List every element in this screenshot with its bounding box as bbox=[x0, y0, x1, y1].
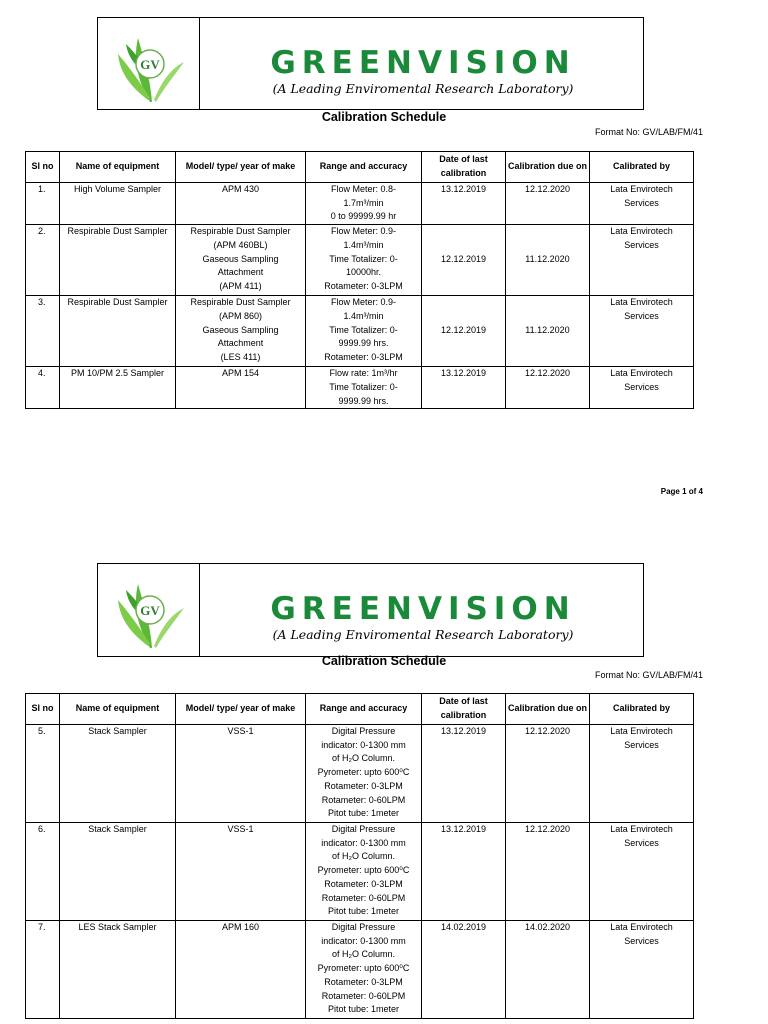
equipment-cell: Respirable Dust Sampler bbox=[60, 225, 176, 296]
range-line: Digital Pressure bbox=[331, 922, 396, 932]
model-cell bbox=[176, 183, 306, 225]
model-line: APM 430 bbox=[221, 184, 260, 194]
letterhead bbox=[97, 563, 644, 657]
column-header: Model/ type/ year of make bbox=[176, 152, 306, 183]
brand-name: GREENVISION bbox=[270, 591, 576, 626]
model-cell bbox=[176, 823, 306, 921]
range-line: indicator: 0-1300 mm bbox=[321, 739, 406, 750]
model-line: APM 154 bbox=[221, 368, 260, 379]
range-line: Rotameter: 0-3LPM bbox=[324, 976, 403, 987]
model-cell bbox=[176, 921, 306, 1019]
page-title: Calibration Schedule bbox=[321, 110, 447, 124]
column-header: Sl no bbox=[26, 694, 60, 725]
range-line: Rotameter: 0-3LPM bbox=[324, 280, 403, 291]
model-line: (APM 460BL) bbox=[213, 239, 268, 250]
sl-no-cell: 1. bbox=[26, 183, 60, 225]
due-date-cell: 12.12.2020 bbox=[506, 725, 590, 823]
equipment-cell: Respirable Dust Sampler bbox=[60, 296, 176, 367]
last-calibration-cell: 12.12.2019 bbox=[422, 296, 506, 367]
range-line: Pyrometer: upto 600⁰C bbox=[317, 865, 410, 876]
range-line: 1.4m³/min bbox=[343, 239, 384, 250]
range-line: Time Totalizer: 0- bbox=[329, 381, 398, 392]
range-cell bbox=[306, 823, 422, 921]
range-cell bbox=[306, 225, 422, 296]
calibrated-by-cell: Lata Envirotech Services bbox=[590, 367, 694, 409]
range-line: of H₂O Column. bbox=[331, 949, 395, 960]
table-row bbox=[26, 725, 694, 823]
brand-tagline: (A Leading Enviromental Research Laboratory) bbox=[272, 81, 574, 96]
letterhead bbox=[97, 17, 644, 110]
column-header: Sl no bbox=[26, 152, 60, 183]
due-date-cell: 11.12.2020 bbox=[506, 225, 590, 296]
model-cell bbox=[176, 367, 306, 409]
brand-wordmark bbox=[209, 586, 637, 626]
range-line: Flow Meter: 0.9- bbox=[330, 226, 397, 237]
range-line: Rotameter: 0-3LPM bbox=[324, 780, 403, 791]
column-header: Calibrated by bbox=[590, 694, 694, 725]
range-line: Pitot tube: 1meter bbox=[327, 1004, 400, 1015]
column-header: Date of last calibration bbox=[422, 152, 506, 183]
calibrated-by-cell: Lata Envirotech Services bbox=[590, 296, 694, 367]
sl-no-cell: 3. bbox=[26, 296, 60, 367]
brand-name: GREENVISION bbox=[270, 45, 576, 80]
range-line: Rotameter: 0-60LPM bbox=[321, 794, 406, 805]
range-line: Flow Meter: 0.9- bbox=[330, 297, 397, 308]
due-date-cell: 12.12.2020 bbox=[506, 183, 590, 225]
range-line: Time Totalizer: 0- bbox=[329, 253, 398, 264]
logo-monogram: GV bbox=[140, 57, 160, 72]
sl-no-cell: 4. bbox=[26, 367, 60, 409]
range-line: Flow Meter: 0.8- bbox=[330, 184, 397, 194]
last-calibration-cell: 13.12.2019 bbox=[422, 823, 506, 921]
last-calibration-cell: 12.12.2019 bbox=[422, 225, 506, 296]
column-header: Name of equipment bbox=[60, 152, 176, 183]
calibrated-by-cell: Lata Envirotech Services bbox=[590, 725, 694, 823]
range-cell bbox=[306, 921, 422, 1019]
range-line: Flow rate: 1m³/hr bbox=[329, 368, 398, 379]
due-date-cell: 12.12.2020 bbox=[506, 367, 590, 409]
range-line: Pitot tube: 1meter bbox=[327, 906, 400, 917]
range-line: Digital Pressure bbox=[331, 824, 396, 834]
range-line: Rotameter: 0-60LPM bbox=[321, 892, 406, 903]
table-row bbox=[26, 296, 694, 367]
calibrated-by-cell: Lata Envirotech Services bbox=[590, 183, 694, 225]
sl-no-cell: 5. bbox=[26, 725, 60, 823]
calibrated-by-cell: Lata Envirotech Services bbox=[590, 225, 694, 296]
sl-no-cell: 2. bbox=[26, 225, 60, 296]
range-line: 10000hr. bbox=[345, 267, 382, 278]
model-line: (APM 411) bbox=[219, 280, 262, 291]
column-header: Calibration due on bbox=[506, 152, 590, 183]
calibrated-by-cell: Lata Envirotech Services bbox=[590, 921, 694, 1019]
table-row bbox=[26, 183, 694, 225]
last-calibration-cell: 14.02.2019 bbox=[422, 921, 506, 1019]
page-number: Page 1 of 4 bbox=[660, 487, 703, 496]
calibrated-by-cell: Lata Envirotech Services bbox=[590, 823, 694, 921]
column-header: Calibration due on bbox=[506, 694, 590, 725]
table-row bbox=[26, 921, 694, 1019]
logo-monogram: GV bbox=[140, 603, 160, 618]
due-date-cell: 14.02.2020 bbox=[506, 921, 590, 1019]
range-line: 1.4m³/min bbox=[343, 310, 384, 321]
calibration-table bbox=[25, 151, 694, 409]
brand-tagline: (A Leading Enviromental Research Laboratory) bbox=[272, 627, 574, 642]
column-header: Date of last calibration bbox=[422, 694, 506, 725]
range-line: 0 to 99999.99 hr bbox=[330, 211, 397, 222]
range-cell bbox=[306, 367, 422, 409]
greenvision-leaf-icon bbox=[110, 24, 190, 104]
equipment-cell: LES Stack Sampler bbox=[60, 921, 176, 1019]
model-line: APM 160 bbox=[221, 922, 260, 932]
range-cell bbox=[306, 183, 422, 225]
model-line: Respirable Dust Sampler bbox=[190, 297, 291, 308]
range-line: Pyrometer: upto 600⁰C bbox=[317, 767, 410, 778]
due-date-cell: 12.12.2020 bbox=[506, 823, 590, 921]
model-line: Attachment bbox=[217, 267, 264, 278]
model-line: Gaseous Sampling bbox=[202, 253, 279, 264]
equipment-cell: PM 10/PM 2.5 Sampler bbox=[60, 367, 176, 409]
sl-no-cell: 6. bbox=[26, 823, 60, 921]
range-line: Pitot tube: 1meter bbox=[327, 808, 400, 819]
range-line: of H₂O Column. bbox=[331, 753, 395, 764]
range-line: Rotameter: 0-60LPM bbox=[321, 990, 406, 1001]
range-line: indicator: 0-1300 mm bbox=[321, 935, 406, 946]
model-line: VSS-1 bbox=[227, 824, 254, 834]
range-cell bbox=[306, 725, 422, 823]
model-cell bbox=[176, 296, 306, 367]
range-line: Rotameter: 0-3LPM bbox=[324, 351, 403, 362]
range-line: 9999.99 hrs. bbox=[338, 395, 389, 406]
last-calibration-cell: 13.12.2019 bbox=[422, 725, 506, 823]
range-line: 9999.99 hrs. bbox=[338, 338, 389, 349]
range-line: Time Totalizer: 0- bbox=[329, 324, 398, 335]
model-cell bbox=[176, 725, 306, 823]
format-number: Format No: GV/LAB/FM/41 bbox=[594, 127, 703, 137]
page-title: Calibration Schedule bbox=[321, 654, 447, 668]
model-line: (LES 411) bbox=[220, 351, 261, 362]
calibration-table bbox=[25, 693, 694, 1019]
table-row bbox=[26, 823, 694, 921]
range-cell bbox=[306, 296, 422, 367]
model-cell bbox=[176, 225, 306, 296]
column-header: Name of equipment bbox=[60, 694, 176, 725]
model-line: (APM 860) bbox=[218, 310, 262, 321]
model-line: Respirable Dust Sampler bbox=[190, 226, 291, 237]
column-header: Range and accuracy bbox=[306, 694, 422, 725]
range-line: indicator: 0-1300 mm bbox=[321, 837, 406, 848]
equipment-cell: High Volume Sampler bbox=[60, 183, 176, 225]
range-line: Digital Pressure bbox=[331, 726, 396, 736]
last-calibration-cell: 13.12.2019 bbox=[422, 367, 506, 409]
brand-wordmark bbox=[209, 40, 637, 80]
model-line: Attachment bbox=[217, 338, 264, 349]
range-line: of H₂O Column. bbox=[331, 851, 395, 862]
sl-no-cell: 7. bbox=[26, 921, 60, 1019]
table-row bbox=[26, 225, 694, 296]
model-line: Gaseous Sampling bbox=[202, 324, 279, 335]
equipment-cell: Stack Sampler bbox=[60, 725, 176, 823]
due-date-cell: 11.12.2020 bbox=[506, 296, 590, 367]
table-header-row bbox=[26, 152, 694, 183]
column-header: Range and accuracy bbox=[306, 152, 422, 183]
range-line: 1.7m³/min bbox=[343, 197, 384, 208]
format-number: Format No: GV/LAB/FM/41 bbox=[594, 670, 703, 680]
table-header-row bbox=[26, 694, 694, 725]
last-calibration-cell: 13.12.2019 bbox=[422, 183, 506, 225]
column-header: Calibrated by bbox=[590, 152, 694, 183]
range-line: Pyrometer: upto 600⁰C bbox=[317, 963, 410, 974]
column-header: Model/ type/ year of make bbox=[176, 694, 306, 725]
greenvision-leaf-icon bbox=[110, 570, 190, 650]
equipment-cell: Stack Sampler bbox=[60, 823, 176, 921]
model-line: VSS-1 bbox=[227, 726, 254, 736]
range-line: Rotameter: 0-3LPM bbox=[324, 878, 403, 889]
table-row bbox=[26, 367, 694, 409]
